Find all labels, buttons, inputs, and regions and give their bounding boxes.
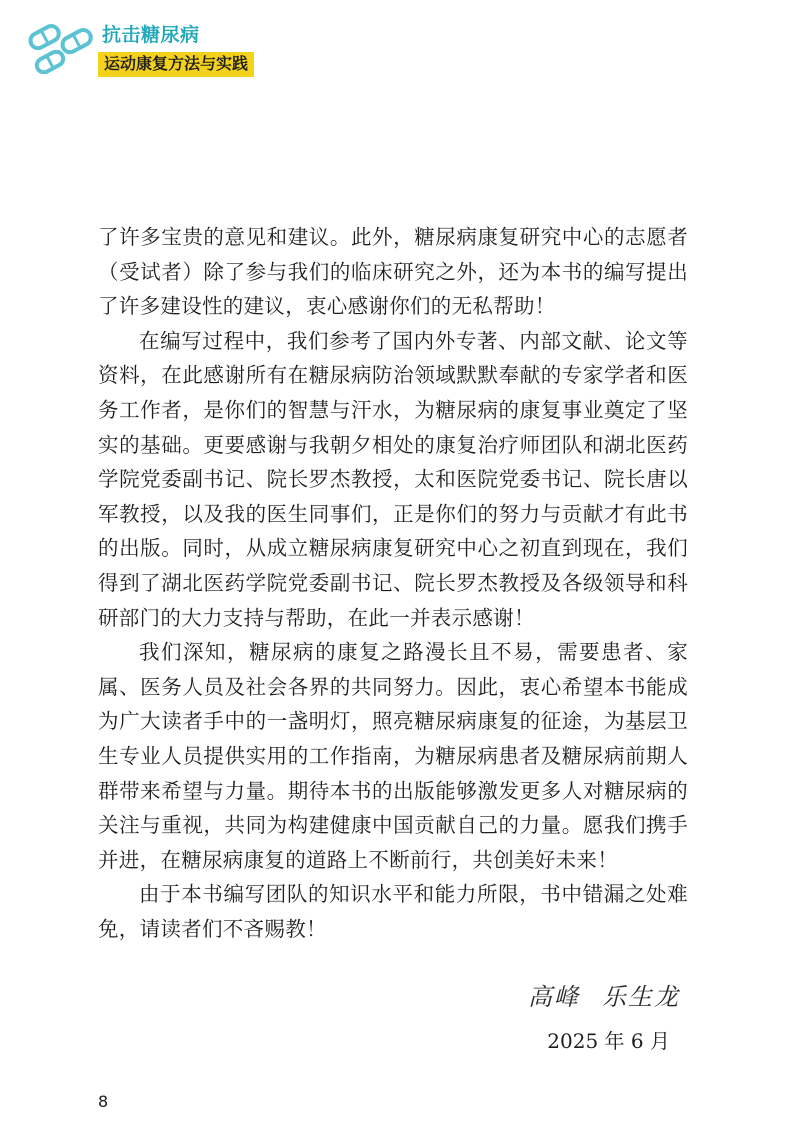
paragraph: 在编写过程中，我们参考了国内外专著、内部文献、论文等资料，在此感谢所有在糖尿病防治领域默默奉献的专家学者和医务工作者，是你们的智慧与汗水，为糖尿病的康复事业奠定了坚实的基础。更要感谢与我朝夕相处的康复治疗师团队和湖北医药学院党委副书记、院长罗杰教授，太和医院党委书记、院长唐以军教授，以及我的医生同事们，正是你们的努力与贡献才有此书的出版。同时，从成立糖尿病康复研究中心之初直到现在，我们得到了湖北医药学院党委副书记、院长罗杰教授及各级领导和科研部门的大力支持与帮助，在此一并表示感谢！	[98, 328, 688, 630]
signature-date: 2025 年 6 月	[547, 1029, 670, 1053]
pills-logo-icon	[26, 20, 100, 74]
page-number: 8	[98, 1092, 109, 1111]
paragraph: 由于本书编写团队的知识水平和能力所限，书中错漏之处难免，请读者们不吝赐教！	[98, 882, 688, 941]
paragraph: 我们深知，糖尿病的康复之路漫长且不易，需要患者、家属、医务人员及社会各界的共同努力。因此，衷心希望本书能成为广大读者手中的一盏明灯，照亮糖尿病康复的征途，为基层卫生专业人员提供实用的工作指南，为糖尿病患者及糖尿病前期人群带来希望与力量。期待本书的出版能够激发更多人对糖尿病的关注与重视，共同为构建健康中国贡献自己的力量。愿我们携手并进，在糖尿病康复的道路上不断前行，共创美好未来！	[98, 640, 688, 872]
preface-body	[98, 220, 688, 946]
running-header	[26, 18, 306, 88]
author-name: 高峰	[528, 983, 580, 1011]
series-title: 抗击糖尿病	[102, 24, 200, 46]
author-name: 乐生龙	[602, 983, 680, 1011]
paragraph-continuation: 了许多宝贵的意见和建议。此外，糖尿病康复研究中心的志愿者（受试者）除了参与我们的临床研究之外，还为本书的编写提出了许多建设性的建议，衷心感谢你们的无私帮助！	[98, 225, 688, 319]
author-signature	[470, 982, 680, 1012]
book-title-banner: 运动康复方法与实践	[98, 52, 254, 77]
